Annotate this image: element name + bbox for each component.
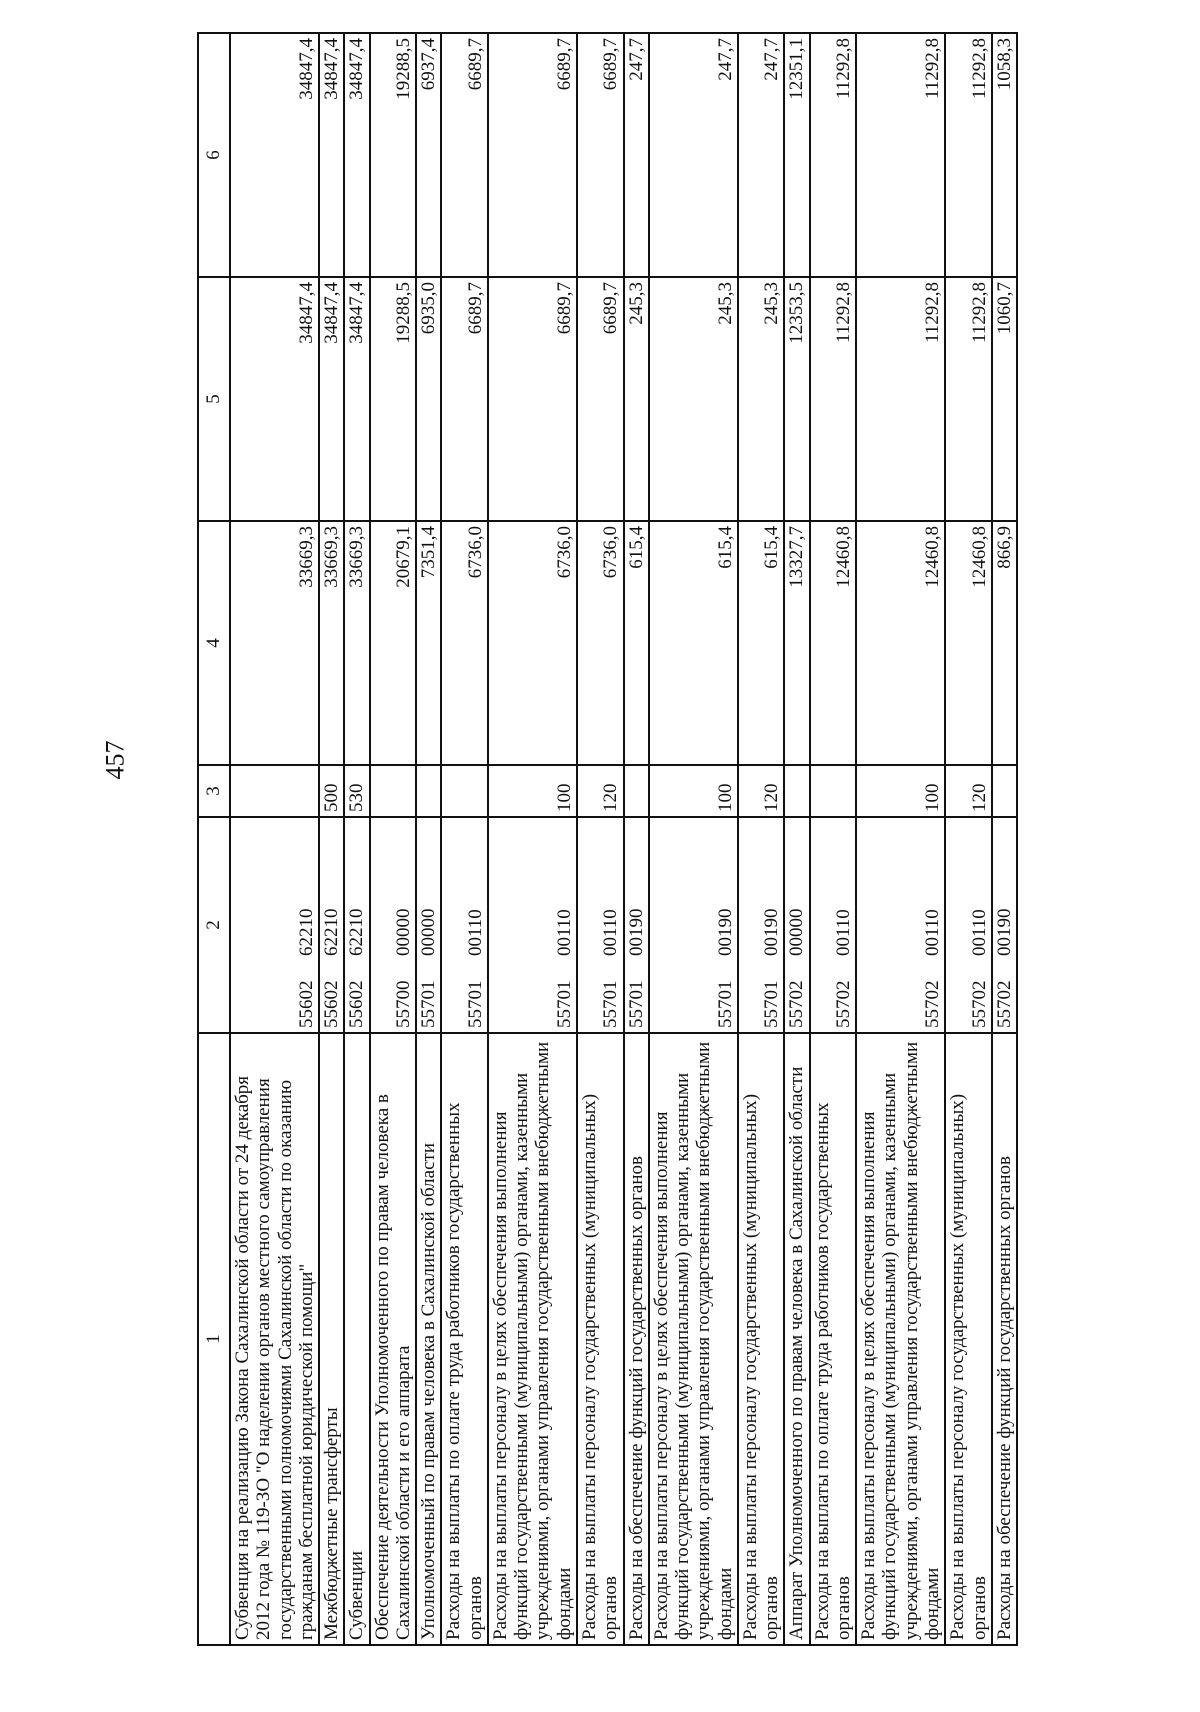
row-value-col4: 33669,3: [344, 521, 369, 765]
row-code: [810, 817, 857, 1033]
row-value-col4: 13327,7: [784, 521, 809, 765]
row-name: Расходы на выплаты персоналу государственных (муниципальных) органов: [945, 1033, 992, 1645]
row-value-col4: 866,9: [992, 521, 1017, 765]
row-value-col4: 7351,4: [416, 521, 441, 765]
row-value-col5: 245,3: [624, 277, 649, 521]
row-name: Обеспечение деятельности Уполномоченного по правам человека в Сахалинской области и его аппарата: [370, 1033, 417, 1645]
row-code-direction: 00000: [392, 908, 414, 956]
row-expense-type: [784, 765, 809, 817]
row-expense-type: 100: [649, 765, 738, 817]
row-value-col6: 6689,7: [488, 33, 577, 277]
row-value-col4: 615,4: [649, 521, 738, 765]
row-name: Расходы на обеспечение функций государственных органов: [624, 1033, 649, 1645]
row-name: Расходы на выплаты персоналу государственных (муниципальных) органов: [577, 1033, 624, 1645]
row-name: Расходы на обеспечение функций государственных органов: [992, 1033, 1017, 1645]
row-expense-type: 120: [945, 765, 992, 817]
row-code-program: 55702: [921, 980, 943, 1028]
row-code: [416, 817, 441, 1033]
row-code-program: 55602: [346, 980, 368, 1028]
row-code-program: 55702: [786, 980, 808, 1028]
row-expense-type: [992, 765, 1017, 817]
row-value-col5: 6689,7: [577, 277, 624, 521]
row-code-direction: 00000: [786, 908, 808, 956]
row-expense-type: 100: [856, 765, 945, 817]
row-code: [738, 817, 785, 1033]
row-value-col5: 245,3: [649, 277, 738, 521]
row-code-direction: 00110: [968, 909, 990, 956]
row-value-col6: 6937,4: [416, 33, 441, 277]
column-header-2: 2: [198, 817, 230, 1033]
row-value-col6: 19288,5: [370, 33, 417, 277]
row-value-col4: 6736,0: [441, 521, 488, 765]
table-row: [230, 33, 319, 1645]
row-code: [784, 817, 809, 1033]
row-code: [992, 817, 1017, 1033]
row-value-col5: 12353,5: [784, 277, 809, 521]
row-name: Расходы на выплаты персоналу государственных (муниципальных) органов: [738, 1033, 785, 1645]
row-code-direction: 62210: [321, 908, 343, 956]
row-value-col6: 6689,7: [441, 33, 488, 277]
row-expense-type: [416, 765, 441, 817]
row-value-col5: 11292,8: [810, 277, 857, 521]
row-code: [319, 817, 344, 1033]
column-header-1: 1: [198, 1033, 230, 1645]
row-name: Расходы на выплаты персоналу в целях обеспечения выполнения функций государственными (муниципальными) органами, казенными учреждениями, органами управления государственными внебюджетными фондами: [649, 1033, 738, 1645]
row-expense-type: [810, 765, 857, 817]
row-code-direction: 00110: [464, 909, 486, 956]
row-value-col4: 33669,3: [230, 521, 319, 765]
row-code-direction: 00000: [418, 908, 440, 956]
table-row: [441, 33, 488, 1645]
header-row: [198, 33, 230, 1645]
row-code-direction: 00110: [921, 909, 943, 956]
table-row: [992, 33, 1017, 1645]
row-code-program: 55701: [464, 980, 486, 1028]
row-expense-type: [441, 765, 488, 817]
row-code-direction: 00190: [993, 908, 1015, 956]
row-code-direction: 00190: [761, 908, 783, 956]
row-code-program: 55701: [761, 980, 783, 1028]
table-row: [577, 33, 624, 1645]
row-value-col6: 34847,4: [319, 33, 344, 277]
row-value-col5: 34847,4: [344, 277, 369, 521]
row-name: Расходы на выплаты персоналу в целях обеспечения выполнения функций государственными (муниципальными) органами, казенными учреждениями, органами управления государственными внебюджетными фондами: [488, 1033, 577, 1645]
table-row: [416, 33, 441, 1645]
row-value-col6: 34847,4: [344, 33, 369, 277]
row-code-direction: 00110: [600, 909, 622, 956]
row-expense-type: 530: [344, 765, 369, 817]
row-name: Уполномоченный по правам человека в Сахалинской области: [416, 1033, 441, 1645]
row-value-col5: 19288,5: [370, 277, 417, 521]
row-value-col4: 12460,8: [810, 521, 857, 765]
table-row: [738, 33, 785, 1645]
row-expense-type: [230, 765, 319, 817]
row-value-col6: 11292,8: [810, 33, 857, 277]
table-row: [319, 33, 344, 1645]
row-value-col5: 34847,4: [319, 277, 344, 521]
row-code-program: 55702: [968, 980, 990, 1028]
row-value-col5: 245,3: [738, 277, 785, 521]
row-value-col6: 247,7: [649, 33, 738, 277]
row-value-col4: 12460,8: [945, 521, 992, 765]
row-value-col6: 247,7: [624, 33, 649, 277]
row-code-program: 55701: [553, 980, 575, 1028]
table-row: [624, 33, 649, 1645]
budget-table: [197, 32, 1018, 1646]
row-value-col4: 12460,8: [856, 521, 945, 765]
rotated-table-frame: [155, 15, 1200, 1680]
row-value-col4: 20679,1: [370, 521, 417, 765]
table-row: [856, 33, 945, 1645]
row-value-col6: 1058,3: [992, 33, 1017, 277]
row-code-program: 55702: [993, 980, 1015, 1028]
row-value-col6: 6689,7: [577, 33, 624, 277]
row-code-program: 55602: [295, 980, 317, 1028]
row-code: [649, 817, 738, 1033]
row-code: [344, 817, 369, 1033]
row-code-program: 55602: [321, 980, 343, 1028]
row-code: [441, 817, 488, 1033]
row-code: [624, 817, 649, 1033]
row-value-col4: 6736,0: [488, 521, 577, 765]
row-value-col5: 11292,8: [945, 277, 992, 521]
row-code-program: 55701: [600, 980, 622, 1028]
row-code-direction: 00110: [553, 909, 575, 956]
row-code: [856, 817, 945, 1033]
row-expense-type: 120: [738, 765, 785, 817]
row-value-col6: 11292,8: [945, 33, 992, 277]
row-value-col4: 615,4: [624, 521, 649, 765]
row-value-col5: 11292,8: [856, 277, 945, 521]
row-expense-type: 100: [488, 765, 577, 817]
row-code-program: 55701: [714, 980, 736, 1028]
row-code-program: 55701: [625, 980, 647, 1028]
row-name: Аппарат Уполномоченного по правам человека в Сахалинской области: [784, 1033, 809, 1645]
row-code-direction: 62210: [295, 908, 317, 956]
row-name: Межбюджетные трансферты: [319, 1033, 344, 1645]
table-row: [810, 33, 857, 1645]
row-value-col6: 12351,1: [784, 33, 809, 277]
table-row: [784, 33, 809, 1645]
row-value-col6: 34847,4: [230, 33, 319, 277]
row-value-col4: 615,4: [738, 521, 785, 765]
page-number: 457: [100, 740, 130, 780]
row-code: [577, 817, 624, 1033]
row-value-col5: 6689,7: [488, 277, 577, 521]
row-value-col5: 1060,7: [992, 277, 1017, 521]
table-row: [344, 33, 369, 1645]
row-expense-type: 120: [577, 765, 624, 817]
column-header-4: 4: [198, 521, 230, 765]
row-value-col5: 6689,7: [441, 277, 488, 521]
row-name: Расходы на выплаты по оплате труда работников государственных органов: [810, 1033, 857, 1645]
row-code: [945, 817, 992, 1033]
row-code-direction: 00190: [625, 908, 647, 956]
rotated-table-content: [155, 15, 1200, 1680]
row-value-col4: 6736,0: [577, 521, 624, 765]
row-value-col6: 11292,8: [856, 33, 945, 277]
row-value-col4: 33669,3: [319, 521, 344, 765]
row-code: [488, 817, 577, 1033]
row-expense-type: [370, 765, 417, 817]
table-row: [649, 33, 738, 1645]
column-header-6: 6: [198, 33, 230, 277]
row-code-program: 55702: [832, 980, 854, 1028]
row-code: [370, 817, 417, 1033]
row-name: Расходы на выплаты персоналу в целях обеспечения выполнения функций государственными (муниципальными) органами, казенными учреждениями, органами управления государственными внебюджетными фондами: [856, 1033, 945, 1645]
row-name: Субвенции: [344, 1033, 369, 1645]
row-code-direction: 00190: [714, 908, 736, 956]
table-row: [945, 33, 992, 1645]
row-value-col5: 6935,0: [416, 277, 441, 521]
column-header-3: 3: [198, 765, 230, 817]
row-expense-type: 500: [319, 765, 344, 817]
row-name: Расходы на выплаты по оплате труда работников государственных органов: [441, 1033, 488, 1645]
row-name: Субвенция на реализацию Закона Сахалинской области от 24 декабря 2012 года № 119-ЗО "О наделении органов местного самоуправления государственными полномочиями Сахалинской области по оказанию гражданам бесплатной юридической помощи": [230, 1033, 319, 1645]
row-code-direction: 00110: [832, 909, 854, 956]
row-code-program: 55701: [418, 980, 440, 1028]
row-code: [230, 817, 319, 1033]
row-code-direction: 62210: [346, 908, 368, 956]
row-value-col5: 34847,4: [230, 277, 319, 521]
column-header-5: 5: [198, 277, 230, 521]
table-row: [370, 33, 417, 1645]
row-value-col6: 247,7: [738, 33, 785, 277]
table-row: [488, 33, 577, 1645]
row-code-program: 55700: [392, 980, 414, 1028]
row-expense-type: [624, 765, 649, 817]
